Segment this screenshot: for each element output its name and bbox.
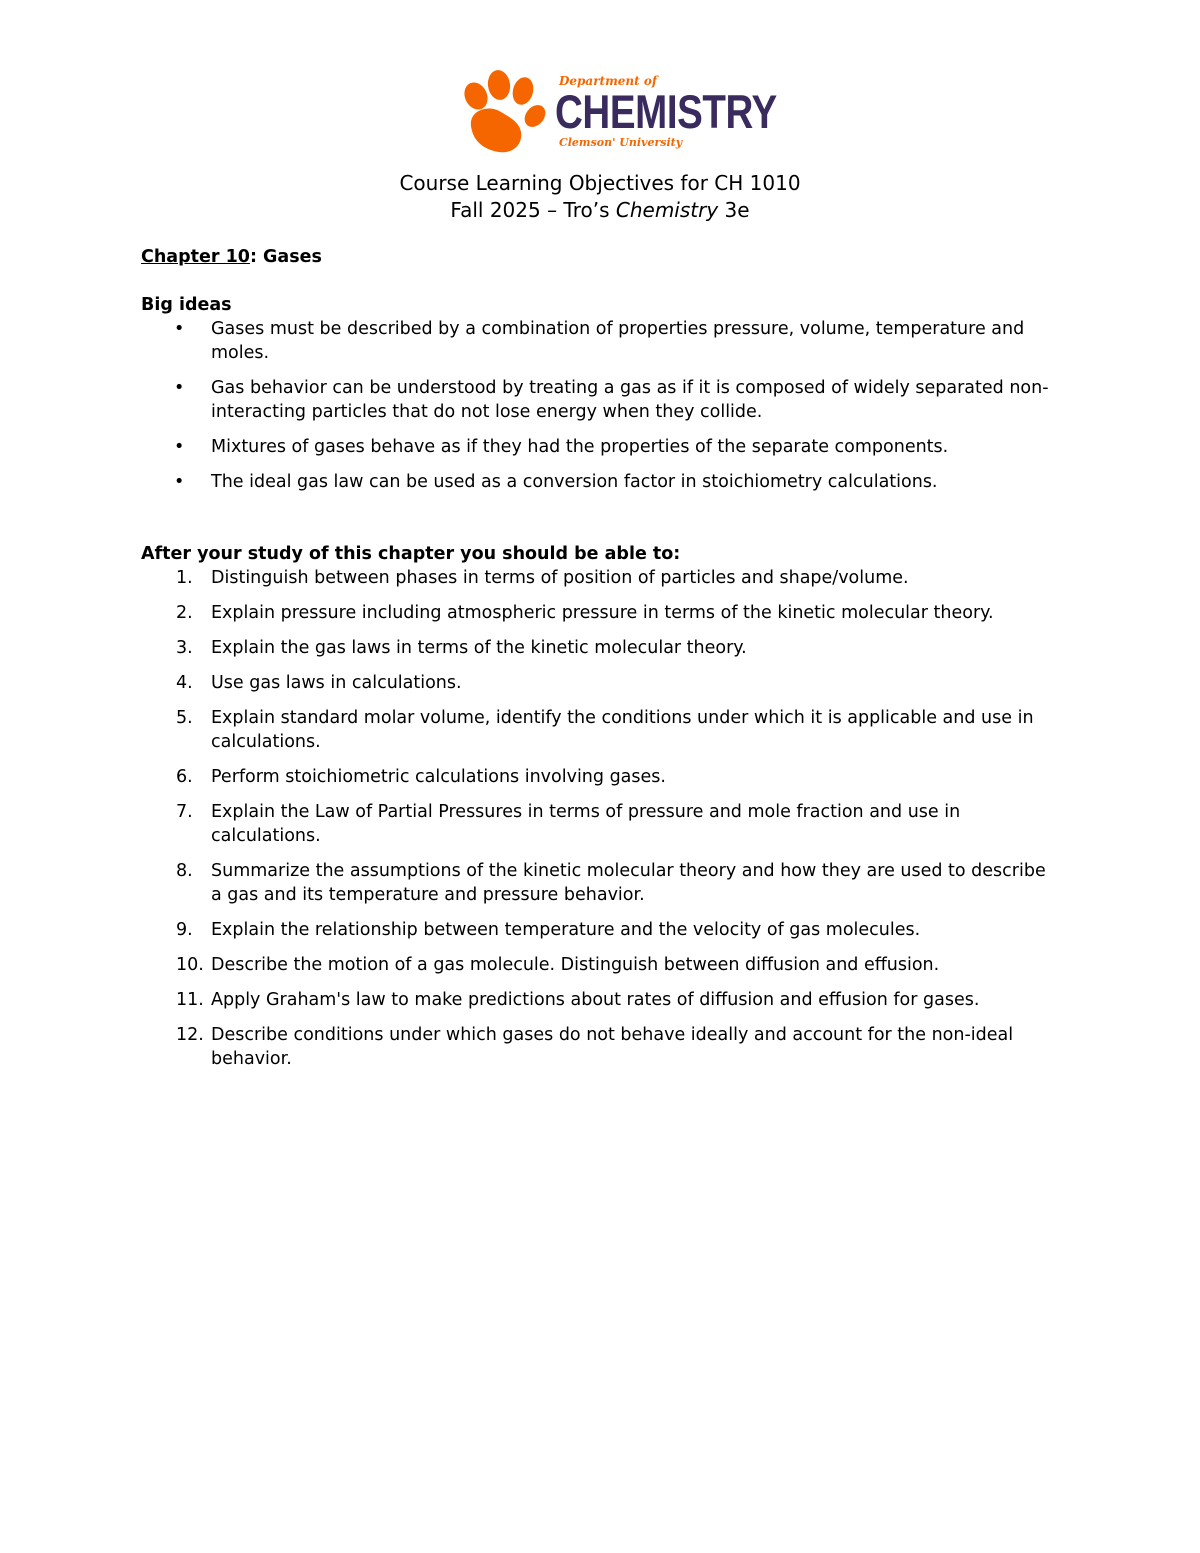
bullet-icon: • [174,437,185,457]
list-item [141,435,1051,459]
logo-university-text: Clemson' University [559,136,683,149]
title-line-2-prefix: Fall 2025 – Tro’s [450,198,616,222]
list-item-text: Explain the Law of Partial Pressures in terms of pressure and mole fraction and use in calculations. [211,802,961,846]
list-item [141,706,1051,754]
item-number: 9. [176,920,193,940]
list-item [141,636,1051,660]
list-item-text: Describe the motion of a gas molecule. Distinguish between diffusion and effusion. [211,955,940,975]
list-item [141,601,1051,625]
big-ideas-heading: Big ideas [141,295,232,315]
item-number: 1. [176,568,193,588]
list-item-text: Explain pressure including atmospheric pressure in terms of the kinetic molecular theory. [211,603,994,623]
chapter-name: Gases [256,247,322,267]
item-number: 3. [176,638,193,658]
item-number: 7. [176,802,193,822]
list-item-text: Explain standard molar volume, identify the conditions under which it is applicable and use in calculations. [211,708,1034,752]
list-item-text: Summarize the assumptions of the kinetic molecular theory and how they are used to describe a gas and its temperature and pressure behavior. [211,861,1046,905]
bullet-icon: • [174,378,185,398]
list-item-text: Use gas laws in calculations. [211,673,462,693]
logo-chemistry-text: CHEMISTRY [555,85,777,138]
list-item-text: Explain the relationship between temperature and the velocity of gas molecules. [211,920,921,940]
list-item [141,376,1051,424]
department-logo [455,68,777,156]
list-item [141,859,1051,907]
list-item-text: Distinguish between phases in terms of position of particles and shape/volume. [211,568,909,588]
list-item [141,1023,1051,1071]
list-item [141,800,1051,848]
logo-department-text: Department of [559,74,658,88]
chapter-label: Chapter 10 [141,247,250,267]
title-line-1: Course Learning Objectives for CH 1010 [399,171,801,195]
list-item [141,953,1051,977]
item-number: 6. [176,767,193,787]
list-item-text: The ideal gas law can be used as a conversion factor in stoichiometry calculations. [211,472,938,492]
list-item [141,566,1051,590]
item-number: 11. [176,990,204,1010]
title-line-2-suffix: 3e [718,198,750,222]
list-item [141,765,1051,789]
item-number: 2. [176,603,193,623]
item-number: 5. [176,708,193,728]
list-item-text: Mixtures of gases behave as if they had the properties of the separate components. [211,437,949,457]
bullet-icon: • [174,472,185,492]
list-item-text: Gas behavior can be understood by treating a gas as if it is composed of widely separated non-interacting particles that do not lose energy when they collide. [211,378,1049,422]
list-item [141,918,1051,942]
list-item [141,470,1051,494]
item-number: 10. [176,955,204,975]
list-item [141,671,1051,695]
item-number: 8. [176,861,193,881]
list-item-text: Perform stoichiometric calculations involving gases. [211,767,666,787]
list-item-text: Explain the gas laws in terms of the kinetic molecular theory. [211,638,747,658]
document-content [141,245,1051,1082]
list-item-text: Apply Graham's law to make predictions about rates of diffusion and effusion for gases. [211,990,980,1010]
objectives-list [141,566,1051,1071]
chapter-separator: : [249,247,257,267]
list-item [141,988,1051,1012]
list-item-text: Gases must be described by a combination of properties pressure, volume, temperature and moles. [211,319,1025,363]
big-ideas-list [141,317,1051,494]
tiger-paw-icon [455,68,551,156]
item-number: 12. [176,1025,204,1045]
item-number: 4. [176,673,193,693]
list-item [141,317,1051,365]
document-title [0,170,1200,224]
objectives-heading: After your study of this chapter you should be able to: [141,544,681,564]
list-item-text: Describe conditions under which gases do not behave ideally and account for the non-ideal behavior. [211,1025,1014,1069]
title-book-name: Chemistry [615,198,719,222]
bullet-icon: • [174,319,185,339]
chapter-heading [141,245,1051,269]
title-line-2 [0,197,1200,224]
